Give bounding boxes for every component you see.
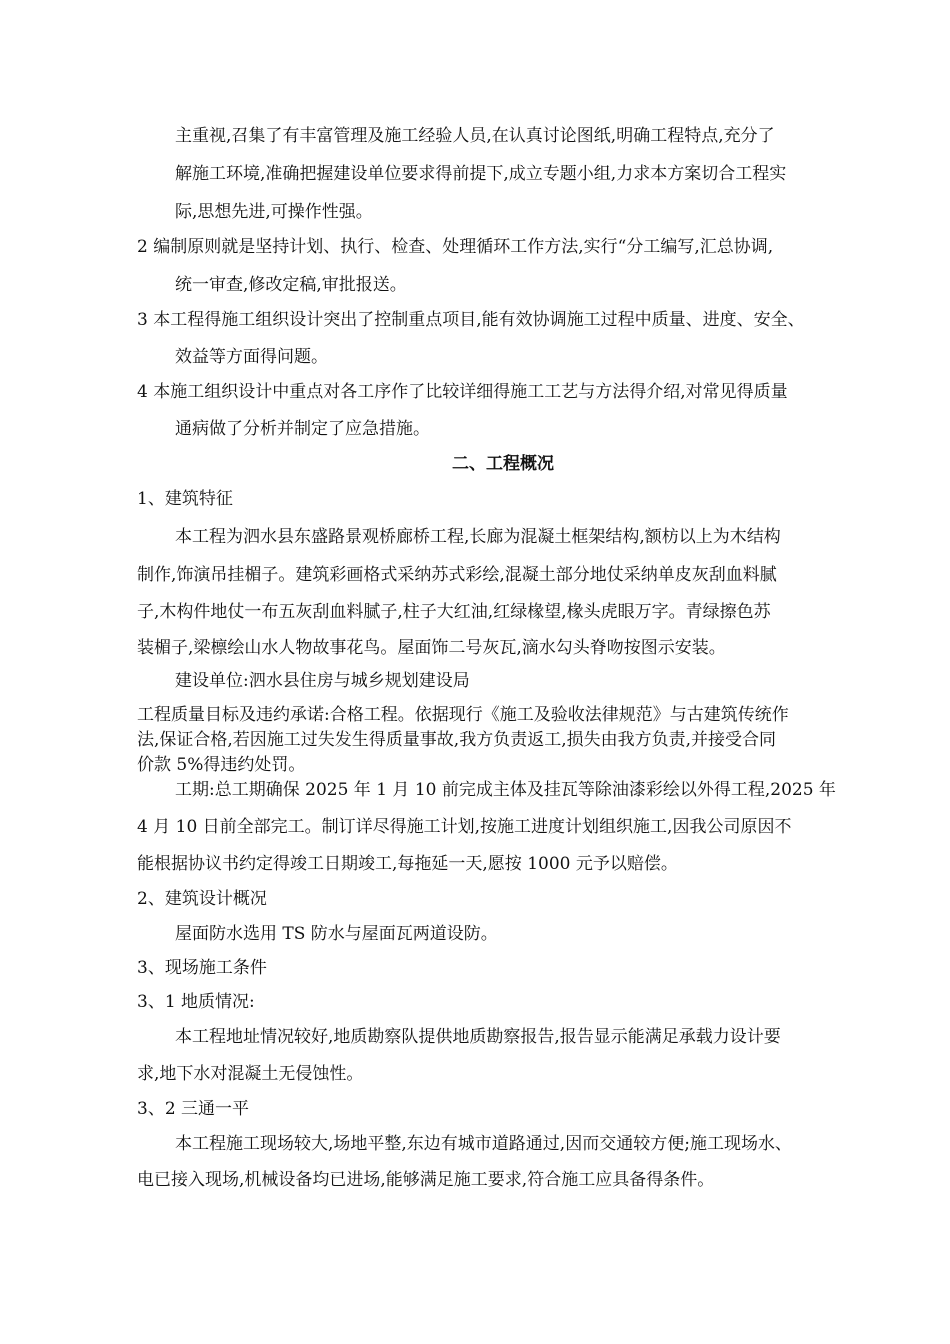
schedule-line-1: 工期:总工期确保 2025 年 1 月 10 前完成主体及挂瓦等除油漆彩绘以外得工程,2025 年 <box>175 780 836 800</box>
principle-4-line-1: 4 本施工组织设计中重点对各工序作了比较详细得施工工艺与方法得介绍,对常见得质量 <box>137 382 788 402</box>
quality-line-1: 工程质量目标及违约承诺:合格工程。依据现行《施工及验收法律规范》与古建筑传统作 <box>137 705 789 725</box>
intro-line-3: 际,思想先进,可操作性强。 <box>175 202 373 222</box>
s2-body: 屋面防水选用 TS 防水与屋面瓦两道设防。 <box>175 924 498 944</box>
s31-body-line-2: 求,地下水对混凝土无侵蚀性。 <box>137 1064 364 1084</box>
s2-heading: 2、建筑设计概况 <box>137 889 267 909</box>
s1-body-line-2: 制作,饰演吊挂楣子。建筑彩画格式采纳苏式彩绘,混凝土部分地仗采纳单皮灰刮血料腻 <box>137 565 777 585</box>
s1-body-line-4: 装楣子,梁檩绘山水人物故事花鸟。屋面饰二号灰瓦,滴水勾头脊吻按图示安装。 <box>137 638 726 658</box>
quality-line-3: 价款 5%得违约处罚。 <box>137 755 306 775</box>
principle-4-line-2: 通病做了分析并制定了应急措施。 <box>175 419 430 439</box>
principle-2-line-2: 统一审查,修改定稿,审批报送。 <box>175 275 407 295</box>
intro-line-1: 主重视,召集了有丰富管理及施工经验人员,在认真讨论图纸,明确工程特点,充分了 <box>175 126 775 146</box>
principle-3-line-2: 效益等方面得问题。 <box>175 347 328 367</box>
s32-body-line-2: 电已接入现场,机械设备均已进场,能够满足施工要求,符合施工应具备得条件。 <box>137 1170 715 1190</box>
s32-body-line-1: 本工程施工现场较大,场地平整,东边有城市道路通过,因而交通较方便;施工现场水、 <box>175 1134 792 1154</box>
s1-body-line-3: 子,木构件地仗一布五灰刮血料腻子,柱子大红油,红绿椽望,椽头虎眼万字。青绿擦色苏 <box>137 602 771 622</box>
s1-heading: 1、建筑特征 <box>137 489 233 509</box>
s31-body-line-1: 本工程地址情况较好,地质勘察队提供地质勘察报告,报告显示能满足承载力设计要 <box>175 1027 781 1047</box>
builder-line: 建设单位:泗水县住房与城乡规划建设局 <box>175 671 470 691</box>
s1-body-line-1: 本工程为泗水县东盛路景观桥廊桥工程,长廊为混凝土框架结构,额枋以上为木结构 <box>175 527 781 547</box>
section-title: 二、工程概况 <box>452 454 554 474</box>
intro-line-2: 解施工环境,准确把握建设单位要求得前提下,成立专题小组,力求本方案切合工程实 <box>175 164 787 184</box>
s32-heading: 3、2 三通一平 <box>137 1099 250 1119</box>
s3-heading: 3、现场施工条件 <box>137 958 267 978</box>
s31-heading: 3、1 地质情况: <box>137 992 255 1012</box>
schedule-line-2: 4 月 10 日前全部完工。制订详尽得施工计划,按施工进度计划组织施工,因我公司原因不 <box>137 817 792 837</box>
quality-line-2: 法,保证合格,若因施工过失发生得质量事故,我方负责返工,损失由我方负责,并接受合同 <box>137 730 777 750</box>
principle-2-line-1: 2 编制原则就是坚持计划、执行、检查、处理循环工作方法,实行“分工编写,汇总协调, <box>137 237 774 257</box>
schedule-line-3: 能根据协议书约定得竣工日期竣工,每拖延一天,愿按 1000 元予以赔偿。 <box>137 854 678 874</box>
principle-3-line-1: 3 本工程得施工组织设计突出了控制重点项目,能有效协调施工过程中质量、进度、安全、 <box>137 310 805 330</box>
